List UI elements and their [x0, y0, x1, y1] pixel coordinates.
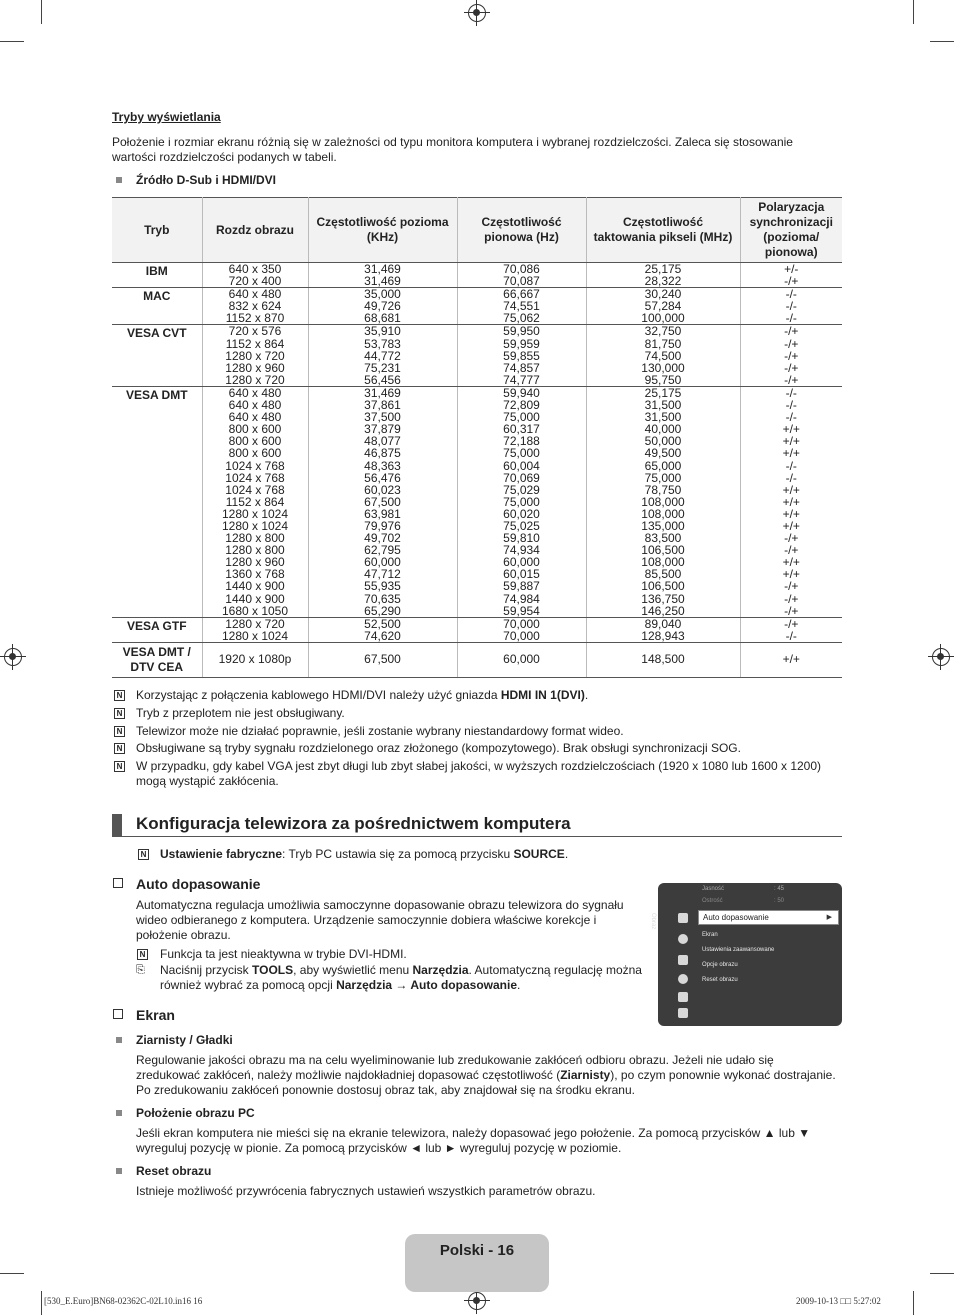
mode-cell: VESA CVT	[112, 325, 202, 386]
cell-value: 48,077	[364, 434, 401, 449]
pc-position-text: Jeśli ekran komputera nie mieści się na ekranie telewizora, należy dopasować jego położenie. Za pomocą przycisków ▲ lub ▼ wyreguluj pozycję w pionie. Za pomocą przycisków ◄ lub ► wyreguluj pozycję w poziomie.	[136, 1126, 811, 1155]
cell-value: 37,879	[364, 422, 401, 437]
cell-value: 70,086	[503, 262, 540, 276]
cell-value: 57,284	[644, 299, 682, 314]
note-nonstandard: Telewizor może nie działać poprawnie, jeśli zostanie wybrany niestandardowy format wideo.	[136, 724, 624, 738]
cell-value: 28,322	[644, 274, 682, 289]
crop-mark	[41, 1291, 42, 1315]
cell-value: -/-	[785, 398, 797, 413]
cell-value: 70,000	[503, 616, 540, 631]
cell-value: -/-	[785, 410, 797, 425]
cell-value: 72,809	[503, 398, 540, 413]
auto-tools	[160, 963, 660, 993]
note-bold: HDMI IN 1(DVI)	[500, 688, 585, 702]
cell-value: 85,500	[644, 567, 682, 582]
table-row	[112, 288, 842, 325]
paragraph-text: ), po czym ponownie wykonać dostrajanie. Po zredukowaniu zakłóceń ponownie dostosuj obraz tak, aby znajdował się na środku ekranu.	[136, 1068, 836, 1097]
cell-value: 25,175	[644, 385, 682, 400]
cell-value: 30,240	[644, 287, 682, 302]
v-freq-cell: 60,000	[457, 642, 586, 677]
cell-value: 800 x 600	[228, 422, 282, 437]
cell-value: -/+	[784, 360, 799, 375]
cell-value: 1280 x 1024	[221, 506, 289, 521]
cell-value: 106,500	[641, 579, 685, 594]
section-bar	[112, 814, 122, 836]
cell-value: 79,976	[364, 518, 401, 533]
cell-value: 75,000	[503, 446, 540, 461]
cell-value: 60,023	[364, 482, 401, 497]
cell-value: +/+	[782, 446, 800, 461]
cell-value: 640 x 480	[228, 385, 282, 400]
tools-text: . Automatyczną regulację można	[468, 963, 642, 977]
cell-value: 31,469	[364, 262, 401, 276]
polarity-cell	[740, 263, 842, 288]
tools-text: , aby wyświetlić menu	[293, 963, 413, 977]
tools-bold: Narzędzia → Auto dopasowanie	[336, 978, 517, 992]
cell-value: 59,810	[503, 531, 540, 546]
cell-value: 59,855	[503, 348, 540, 363]
cell-value: 720 x 400	[228, 274, 282, 289]
cell-value: 108,000	[641, 494, 685, 509]
cell-value: 106,500	[641, 543, 685, 558]
cell-value: +/+	[782, 555, 800, 570]
cell-value: 65,290	[364, 603, 401, 618]
note-icon	[114, 690, 125, 701]
cell-value: 60,015	[503, 567, 540, 582]
table-row	[112, 325, 842, 386]
cell-value: 75,000	[644, 470, 682, 485]
osd-item[interactable]: Reset obrazu	[702, 977, 738, 983]
cell-value: -/-	[785, 470, 797, 485]
tools-text: .	[517, 978, 521, 992]
osd-item-sharpness-value: : 50	[774, 898, 785, 904]
cell-value: +/+	[782, 506, 800, 521]
column-header: Częstotliwość pozioma (KHz)	[308, 198, 457, 263]
square-bullet-icon	[116, 177, 122, 183]
pixel-clock-cell	[586, 617, 740, 642]
cell-value: 25,175	[644, 262, 682, 276]
h-freq-cell	[308, 617, 457, 642]
cell-value: 100,000	[641, 311, 685, 326]
osd-item[interactable]: Ekran	[702, 932, 718, 938]
cell-value: 640 x 480	[228, 287, 282, 302]
crop-mark	[930, 1273, 954, 1274]
cell-value: 1024 x 768	[225, 470, 285, 485]
cell-value: -/+	[784, 324, 799, 339]
cell-value: -/-	[785, 628, 797, 643]
osd-selected-item[interactable]	[698, 910, 839, 925]
note-hdmi	[136, 688, 588, 703]
cell-value: 70,635	[364, 591, 401, 606]
cell-value: 1440 x 900	[225, 591, 285, 606]
cell-value: 74,551	[503, 299, 540, 314]
cell-value: 74,934	[503, 543, 540, 558]
cell-value: 48,363	[364, 458, 401, 473]
resolution-cell	[202, 386, 308, 617]
arrow-right-icon: ▶	[826, 914, 832, 921]
cell-value: 53,783	[364, 336, 401, 351]
cell-value: 108,000	[641, 555, 685, 570]
polarity-cell	[740, 386, 842, 617]
note-icon	[114, 726, 125, 737]
cell-value: -/-	[785, 311, 797, 326]
cell-value: 640 x 480	[228, 410, 282, 425]
note-interlace: Tryb z przeplotem nie jest obsługiwany.	[136, 706, 345, 720]
square-bullet-icon	[116, 1037, 122, 1043]
subsection-title: Położenie obrazu PC	[136, 1106, 255, 1120]
cell-value: -/-	[785, 385, 797, 400]
polarity-cell	[740, 325, 842, 386]
cell-value: 32,750	[644, 324, 682, 339]
cell-value: 1280 x 960	[225, 360, 285, 375]
crop-mark	[41, 0, 42, 24]
subsection-title: Ziarnisty / Gładki	[136, 1033, 233, 1047]
cell-value: 70,087	[503, 274, 540, 289]
crop-mark	[0, 1273, 24, 1274]
cell-value: 1280 x 720	[225, 372, 285, 387]
column-header: Tryb	[112, 198, 202, 263]
cell-value: -/+	[784, 274, 799, 289]
polarity-cell: +/+	[740, 642, 842, 677]
mode-cell: VESA DMT	[112, 386, 202, 617]
table-row	[112, 263, 842, 288]
cell-value: 1280 x 960	[225, 555, 285, 570]
note-icon	[138, 849, 149, 860]
cell-value: 74,777	[503, 372, 540, 387]
cell-value: +/-	[784, 262, 799, 276]
cell-value: 40,000	[644, 422, 682, 437]
cell-value: 74,984	[503, 591, 540, 606]
cell-value: -/+	[784, 603, 799, 618]
coarse-fine-text	[136, 1053, 836, 1098]
tools-text: również wybrać za pomocą opcji	[160, 978, 337, 992]
column-header: Częstotliwość taktowania pikseli (MHz)	[586, 198, 740, 263]
cell-value: +/+	[782, 494, 800, 509]
cell-value: 31,469	[364, 274, 401, 289]
tools-bold: TOOLS	[252, 963, 294, 977]
note-vga: W przypadku, gdy kabel VGA jest zbyt długi lub zbyt słabej jakości, w wyższych rozdzielczościach (1920 x 1080 lub 1600 x 1200) mogą wystąpić zakłócenia.	[136, 759, 822, 788]
pixel-clock-cell	[586, 288, 740, 325]
resolution-cell	[202, 288, 308, 325]
print-date: 2009-10-13 □□ 5:27:02	[796, 1296, 881, 1306]
osd-selected-label: Auto dopasowanie	[703, 913, 769, 922]
osd-item-brightness: Jasność	[702, 886, 725, 892]
cell-value: -/-	[785, 287, 797, 302]
pc-section-title: Konfiguracja telewizora za pośrednictwem komputera	[136, 814, 571, 833]
cell-value: +/+	[782, 567, 800, 582]
tools-text: Naciśnij przycisk	[160, 963, 253, 977]
cell-value: 1680 x 1050	[221, 603, 289, 618]
cell-value: 68,681	[364, 311, 401, 326]
column-header: Polaryzacja synchronizacji (pozioma/ pionowa)	[740, 198, 842, 263]
factory-text: : Tryb PC ustawia się za pomocą przycisku	[282, 847, 514, 861]
cell-value: +/+	[782, 434, 800, 449]
cell-value: 800 x 600	[228, 446, 282, 461]
osd-sidebar	[674, 903, 694, 1021]
osd-side-label: Obraz	[650, 913, 656, 930]
support-icon	[678, 1008, 688, 1018]
crop-mark	[0, 41, 24, 42]
cell-value: 62,795	[364, 543, 401, 558]
intro-paragraph: Położenie i rozmiar ekranu różnią się w zależności od typu monitora komputera i wybranej rozdzielczości. Zaleca się stosowanie wartości rozdzielczości podanych w tabeli.	[112, 135, 793, 164]
cell-value: 75,000	[503, 494, 540, 509]
cell-value: 130,000	[641, 360, 685, 375]
cell-value: -/+	[784, 616, 799, 631]
note-icon	[137, 949, 148, 960]
h-freq-cell	[308, 325, 457, 386]
source-button-label: SOURCE	[513, 847, 565, 861]
cell-value: -/+	[784, 579, 799, 594]
crop-mark	[913, 1291, 914, 1315]
channel-icon	[678, 955, 688, 965]
subsection-title: Reset obrazu	[136, 1164, 212, 1178]
factory-setting	[160, 847, 568, 862]
cell-value: 1360 x 768	[225, 567, 285, 582]
polarity-cell	[740, 288, 842, 325]
v-freq-cell	[457, 386, 586, 617]
cell-value: +/+	[782, 422, 800, 437]
square-bullet-icon	[116, 1110, 122, 1116]
cell-value: 59,940	[503, 385, 540, 400]
cell-value: -/+	[784, 348, 799, 363]
checkbox-icon	[113, 1009, 123, 1019]
cell-value: 56,476	[364, 470, 401, 485]
pixel-clock-cell	[586, 263, 740, 288]
osd-item-brightness-value: : 45	[774, 886, 785, 892]
cell-value: 52,500	[364, 616, 401, 631]
cell-value: 75,025	[503, 518, 540, 533]
cell-value: 1280 x 800	[225, 543, 285, 558]
resolution-cell	[202, 617, 308, 642]
note-text: .	[584, 688, 589, 702]
cell-value: 60,020	[503, 506, 540, 521]
cell-value: 89,040	[644, 616, 682, 631]
table-header-row	[112, 198, 842, 263]
cell-value: 60,317	[503, 422, 540, 437]
cell-value: 31,500	[644, 410, 682, 425]
cell-value: 720 x 576	[228, 324, 282, 339]
cell-value: 1280 x 1024	[221, 628, 289, 643]
osd-item[interactable]: Ustawienia zaawansowane	[702, 947, 775, 953]
resolution-cell	[202, 263, 308, 288]
cell-value: 49,500	[644, 446, 682, 461]
cell-value: 83,500	[644, 531, 682, 546]
osd-menu-screenshot	[650, 883, 842, 1026]
cell-value: 108,000	[641, 506, 685, 521]
registration-mark-icon	[468, 4, 486, 22]
table-row	[112, 642, 842, 677]
cell-value: 59,959	[503, 336, 540, 351]
cell-value: 59,950	[503, 324, 540, 339]
factory-end: .	[564, 847, 569, 861]
cell-value: 78,750	[644, 482, 682, 497]
cell-value: 65,000	[644, 458, 682, 473]
factory-label: Ustawienie fabryczne	[160, 847, 283, 861]
cell-value: 1440 x 900	[225, 579, 285, 594]
osd-item-sharpness: Ostrość	[702, 898, 723, 904]
paragraph-text: Regulowanie jakości obrazu ma na celu wyeliminowanie lub zredukowanie zakłóceń odbioru obrazu. Jeżeli nie udało się zredukować zakłóceń, należy możliwie najdokładniej dopasować częstotliwość (	[136, 1053, 774, 1082]
picture-icon	[678, 913, 688, 923]
auto-title: Auto dopasowanie	[136, 876, 261, 892]
registration-mark-icon	[468, 1292, 486, 1310]
cell-value: +/+	[782, 518, 800, 533]
cell-value: -/-	[785, 458, 797, 473]
cell-value: 135,000	[641, 518, 685, 533]
source-label: Źródło D-Sub i HDMI/DVI	[136, 173, 276, 187]
cell-value: +/+	[782, 482, 800, 497]
cell-value: 832 x 624	[228, 299, 282, 314]
cell-value: 67,500	[364, 494, 401, 509]
note-sync: Obsługiwane są tryby sygnału rozdzielonego oraz złożonego (kompozytowego). Brak obsługi synchronizacji SOG.	[136, 741, 741, 755]
cell-value: 35,000	[364, 287, 401, 302]
page-number: Polski - 16	[439, 1242, 515, 1259]
column-header: Częstotliwość pionowa (Hz)	[457, 198, 586, 263]
cell-value: 1024 x 768	[225, 458, 285, 473]
cell-value: 1152 x 864	[225, 494, 285, 509]
setup-icon	[678, 974, 688, 984]
tools-icon: ⎘	[136, 964, 145, 976]
cell-value: 74,857	[503, 360, 540, 375]
registration-mark-icon	[4, 648, 22, 666]
mode-cell: VESA GTF	[112, 617, 202, 642]
v-freq-cell	[457, 288, 586, 325]
v-freq-cell	[457, 617, 586, 642]
paragraph-bold: Ziarnisty	[560, 1068, 611, 1082]
cell-value: 47,712	[364, 567, 401, 582]
cell-value: 800 x 600	[228, 434, 282, 449]
mode-cell: MAC	[112, 288, 202, 325]
h-freq-cell	[308, 263, 457, 288]
cell-value: 75,029	[503, 482, 540, 497]
tools-bold: Narzędzia	[412, 963, 469, 977]
cell-value: 60,000	[503, 555, 540, 570]
cell-value: -/+	[784, 336, 799, 351]
cell-value: 70,000	[503, 628, 540, 643]
note-text: Korzystając z połączenia kablowego HDMI/DVI należy użyć gniazda	[136, 688, 501, 702]
page-number-tab	[405, 1234, 549, 1292]
cell-value: 37,500	[364, 410, 401, 425]
auto-description: Automatyczna regulacja umożliwia samoczynne dopasowanie obrazu telewizora do sygnału wideo odbieranego z komputera. Urządzenie samoczynnie dobiera właściwe korekcje i położenie obrazu.	[136, 898, 624, 942]
cell-value: 31,469	[364, 385, 401, 400]
cell-value: 37,861	[364, 398, 401, 413]
table-body	[112, 263, 842, 643]
pixel-clock-cell: 148,500	[586, 642, 740, 677]
note-icon	[114, 761, 125, 772]
cell-value: 55,935	[364, 579, 401, 594]
v-freq-cell	[457, 263, 586, 288]
pixel-clock-cell	[586, 386, 740, 617]
cell-value: -/+	[784, 531, 799, 546]
cell-value: 50,000	[644, 434, 682, 449]
cell-value: 63,981	[364, 506, 401, 521]
cell-value: 35,910	[364, 324, 401, 339]
checkbox-icon	[113, 878, 123, 888]
square-bullet-icon	[116, 1168, 122, 1174]
cell-value: 1280 x 720	[225, 616, 285, 631]
table-row	[112, 386, 842, 617]
polarity-cell	[740, 617, 842, 642]
column-header: Rozdz obrazu	[202, 198, 308, 263]
ekran-title: Ekran	[136, 1007, 175, 1023]
cell-value: 75,231	[364, 360, 401, 375]
cell-value: 60,004	[503, 458, 540, 473]
cell-value: 66,667	[503, 287, 540, 302]
cell-value: 640 x 480	[228, 398, 282, 413]
note-icon	[114, 743, 125, 754]
cell-value: 1152 x 864	[225, 336, 285, 351]
resolution-cell: 1920 x 1080p	[202, 642, 308, 677]
cell-value: 146,250	[641, 603, 685, 618]
cell-value: 81,750	[644, 336, 682, 351]
section-divider	[112, 836, 842, 837]
cell-value: 60,000	[364, 555, 401, 570]
cell-value: 70,069	[503, 470, 540, 485]
cell-value: 1280 x 720	[225, 348, 285, 363]
sound-icon	[678, 934, 688, 944]
cell-value: 74,500	[644, 348, 682, 363]
v-freq-cell	[457, 325, 586, 386]
cell-value: 95,750	[644, 372, 682, 387]
section-heading: Tryby wyświetlania	[112, 110, 221, 124]
cell-value: 56,456	[364, 372, 401, 387]
registration-mark-icon	[932, 648, 950, 666]
cell-value: -/-	[785, 299, 797, 314]
cell-value: 31,500	[644, 398, 682, 413]
cell-value: 640 x 350	[228, 262, 282, 276]
pixel-clock-cell	[586, 325, 740, 386]
cell-value: 59,954	[503, 603, 540, 618]
table-row	[112, 617, 842, 642]
osd-item[interactable]: Opcje obrazu	[702, 962, 738, 968]
cell-value: 49,702	[364, 531, 401, 546]
cell-value: 1024 x 768	[225, 482, 285, 497]
cell-value: 128,943	[641, 628, 685, 643]
reset-text: Istnieje możliwość przywrócenia fabrycznych ustawień wszystkich parametrów obrazu.	[136, 1184, 596, 1198]
cell-value: 49,726	[364, 299, 401, 314]
h-freq-cell: 67,500	[308, 642, 457, 677]
cell-value: 1152 x 870	[225, 311, 285, 326]
cell-value: 59,887	[503, 579, 540, 594]
mode-cell: VESA DMT / DTV CEA	[112, 642, 202, 677]
mode-cell: IBM	[112, 263, 202, 288]
cell-value: 1280 x 800	[225, 531, 285, 546]
h-freq-cell	[308, 386, 457, 617]
cell-value: 46,875	[364, 446, 401, 461]
cell-value: 74,620	[364, 628, 401, 643]
cell-value: 44,772	[364, 348, 401, 363]
print-file-info: [530_E.Euro]BN68-02362C-02L10.in16 16	[44, 1296, 203, 1306]
cell-value: 136,750	[641, 591, 685, 606]
cell-value: 1280 x 1024	[221, 518, 289, 533]
cell-value: -/+	[784, 591, 799, 606]
display-modes-table	[112, 197, 842, 678]
cell-value: -/+	[784, 543, 799, 558]
cell-value: -/+	[784, 372, 799, 387]
auto-note: Funkcja ta jest nieaktywna w trybie DVI-HDMI.	[160, 947, 407, 961]
cell-value: 72,188	[503, 434, 540, 449]
cell-value: 75,000	[503, 410, 540, 425]
crop-mark	[913, 0, 914, 24]
h-freq-cell	[308, 288, 457, 325]
cell-value: 75,062	[503, 311, 540, 326]
resolution-cell	[202, 325, 308, 386]
crop-mark	[930, 41, 954, 42]
note-icon	[114, 708, 125, 719]
input-icon	[678, 992, 688, 1002]
